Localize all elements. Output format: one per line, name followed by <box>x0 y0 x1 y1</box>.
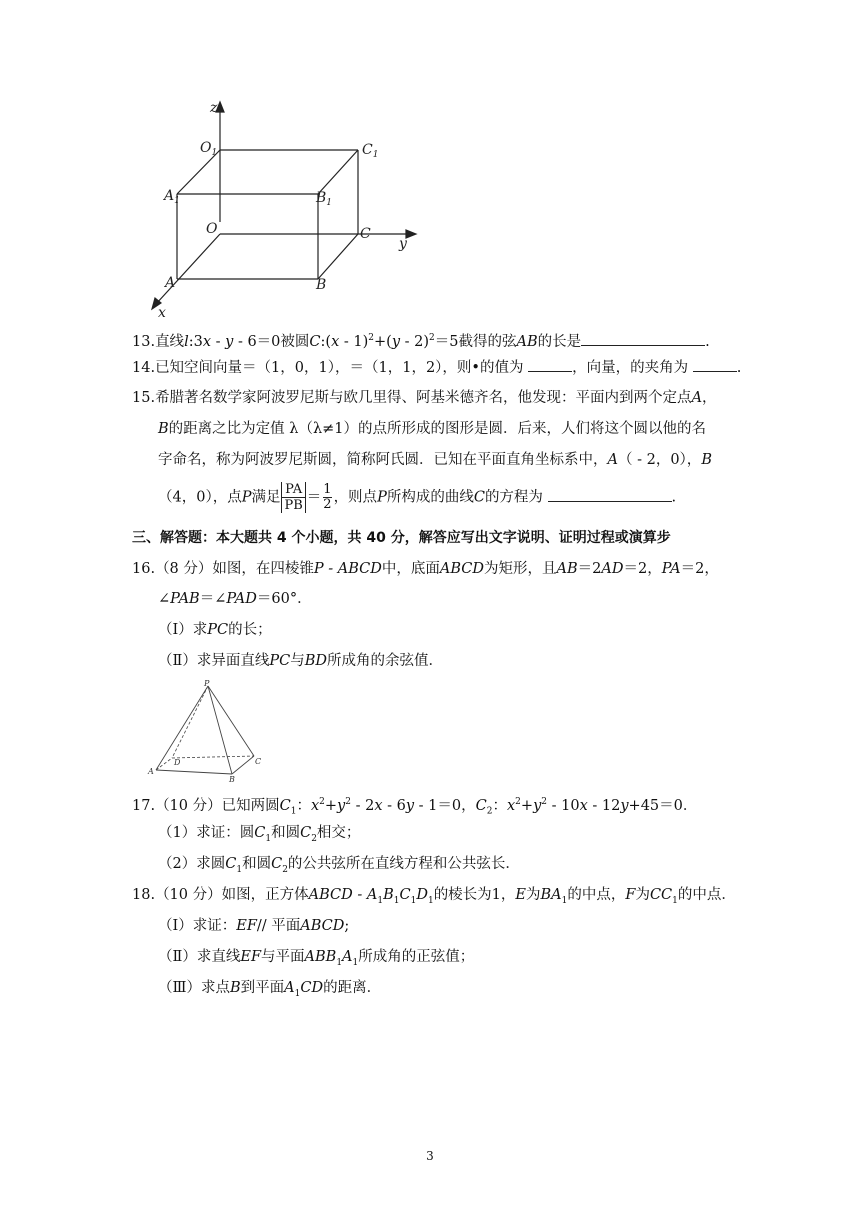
question-18: 18.（10 分）如图，正方体ABCD - $A_1B_1C_1D_1$的棱长为1，E为$BA_1$的中点，F为$CC_1$的中点． <box>132 887 736 906</box>
label-c: C <box>360 226 371 242</box>
label-a1: $A_1$ <box>164 188 180 206</box>
answer-blank[interactable] <box>528 357 572 372</box>
question-17: 17.（10 分）已知两圆$C_1$：$x^2+y^2 - 2x - 6y - 1=0$，$C_2$：$x^2+y^2 - 10x - 12y+45=0$． <box>132 797 698 817</box>
question-18-part-1: （Ⅰ）求证：EF// 平面ABCD; <box>158 918 350 934</box>
question-15-line-1: 15.希腊著名数学家阿波罗尼斯与欧几里得、阿基米德齐名，他发现：平面内到两个定点A， <box>132 390 717 406</box>
page-number: 3 <box>426 1149 434 1163</box>
question-15-line-3: 字命名，称为阿波罗尼斯圆，简称阿氏圆．已知在平面直角坐标系中，A（ - 2，0），B <box>158 452 712 468</box>
label-b: B <box>229 775 235 784</box>
answer-blank[interactable] <box>548 487 672 502</box>
label-a: A <box>148 767 154 776</box>
question-18-part-3: （Ⅲ）求点B到平面$A_1CD$的距离． <box>158 980 382 999</box>
label-z: z <box>210 100 218 116</box>
label-o1: $O_1$ <box>200 140 218 158</box>
label-y: y <box>399 236 407 252</box>
label-p: P <box>204 679 210 688</box>
question-16-part-1: （Ⅰ）求PC的长； <box>158 622 272 638</box>
label-b1: $B_1$ <box>316 190 333 208</box>
question-16-line-1: 16.（8 分）如图，在四棱锥P - ABCD中，底面ABCD为矩形，且AB＝2AD＝2，PA＝2， <box>132 561 719 577</box>
question-14: 14.已知空间向量＝（1，0，1），＝（1，1，2），则•的值为 ，向量，的夹角为 . <box>132 357 741 379</box>
question-13: 13.直线l:3x - y - 6＝0被圆C:(x - 1)$^2$+(y - 2)$^2$＝5截得的弦AB的长是 . <box>132 327 710 353</box>
question-16-line-2: ∠PAB＝∠PAD＝60°． <box>158 591 312 607</box>
question-15-line-2: B的距离之比为定值 λ（λ≠1）的点所形成的图形是圆．后来，人们将这个圆以他的名 <box>158 421 707 437</box>
question-16-part-2: （Ⅱ）求异面直线PC与BD所成角的余弦值． <box>158 653 443 669</box>
question-15-line-4: （4，0），点P满足 $\frac{PA}{PB}$ ＝ $\frac{1}{2}$ ，则点P所构成的曲线C的方程为 . <box>158 482 677 513</box>
label-x: x <box>158 305 166 320</box>
label-c: C <box>255 757 262 766</box>
question-17-part-1: （1）求证：圆$C_1$和圆$C_2$相交； <box>158 825 361 844</box>
box-coordinate-figure <box>140 98 430 320</box>
question-17-part-2: （2）求圆$C_1$和圆$C_2$的公共弦所在直线方程和公共弦长． <box>158 856 520 875</box>
label-c1: $C_1$ <box>362 142 379 160</box>
label-a: A <box>165 275 176 291</box>
section-header: 三、解答题：本大题共 4 个小题，共 40 分，解答应写出文字说明、证明过程或演算步 <box>132 530 671 546</box>
answer-blank[interactable] <box>581 331 705 346</box>
pyramid-figure <box>146 678 266 784</box>
label-o: O <box>206 221 218 237</box>
question-18-part-2: （Ⅱ）求直线EF与平面$ABB_1A_1$所成角的正弦值； <box>158 949 475 968</box>
label-d: D <box>174 758 181 767</box>
answer-blank[interactable] <box>693 357 737 372</box>
one-half-fraction: $\frac{1}{2}$ <box>323 482 332 512</box>
label-b: B <box>316 277 327 293</box>
ratio-fraction: $\frac{PA}{PB}$ <box>281 482 305 513</box>
